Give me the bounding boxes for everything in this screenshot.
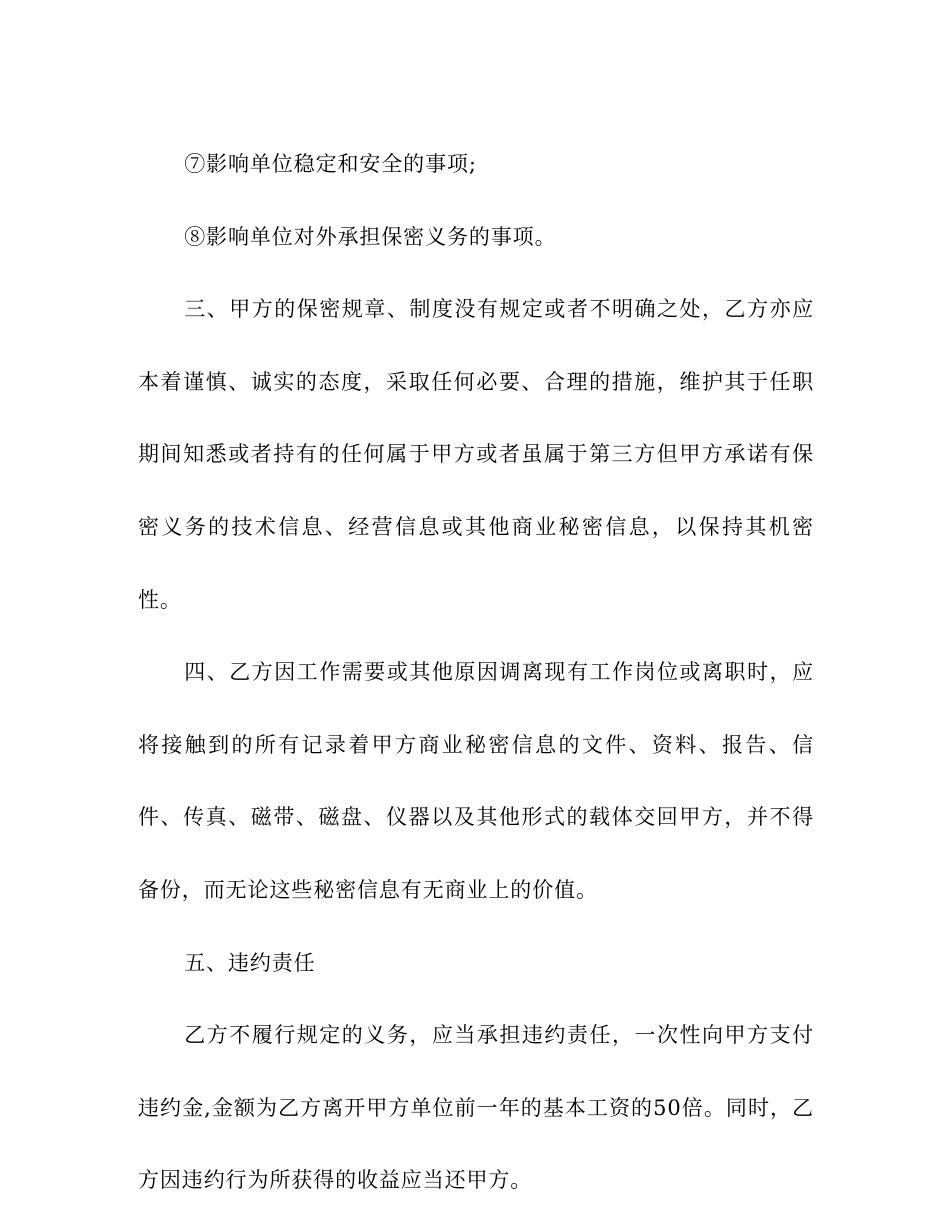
list-item-8: ⑧影响单位对外承担保密义务的事项。 (184, 224, 557, 249)
document-body (138, 128, 814, 1217)
list-item-7: ⑦影响单位稳定和安全的事项; (184, 152, 477, 176)
clause-3-paragraph: 三、甲方的保密规章、制度没有规定或者不明确之处，乙方亦应本着谨慎、诚实的态度，采取任何必要、合理的措施，维护其于任职期间知悉或者持有的任何属于甲方或者虽属于第三方但甲方承诺有保密义务的技术信息、经营信息或其他商业秘密信息，以保持其机密性。 (138, 297, 814, 612)
clause-5-heading: 五、违约责任 (184, 950, 316, 975)
clause-5-paragraph: 乙方不履行规定的义务，应当承担违约责任，一次性向甲方支付违约金,金额为乙方离开甲方单位前一年的基本工资的50倍。同时，乙方因违约行为所获得的收益应当还甲方。 (138, 1023, 814, 1193)
clause-4-paragraph: 四、乙方因工作需要或其他原因调离现有工作岗位或离职时，应将接触到的所有记录着甲方商业秘密信息的文件、资料、报告、信件、传真、磁带、磁盘、仪器以及其他形式的载体交回甲方，并不得备份，而无论这些秘密信息有无商业上的价值。 (138, 660, 814, 902)
